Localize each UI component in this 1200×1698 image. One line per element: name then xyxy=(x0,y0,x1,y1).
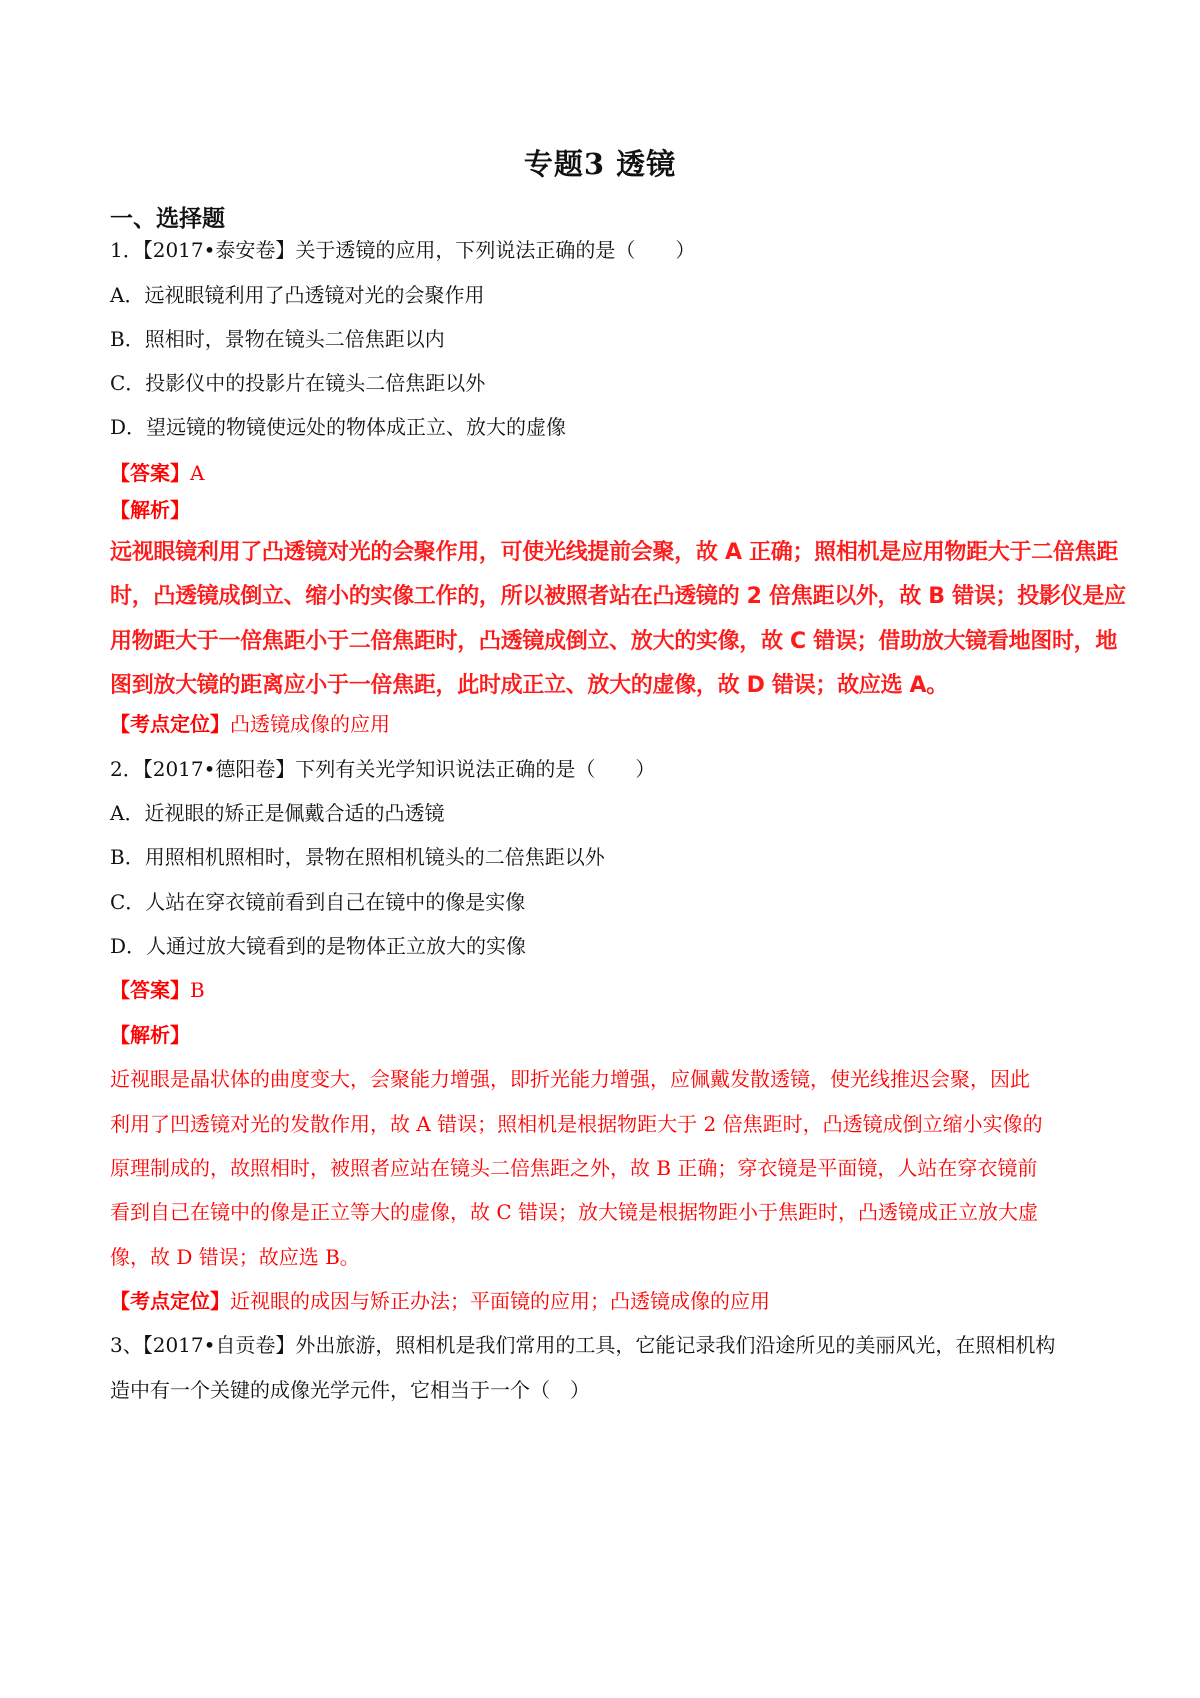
q1-option-a: A．远视眼镜利用了凸透镜对光的会聚作用 xyxy=(110,283,485,307)
q2-keypoint: 近视眼的成因与矫正办法；平面镜的应用；凸透镜成像的应用 xyxy=(230,1289,770,1313)
q2-keypoint-row xyxy=(110,1287,1100,1315)
q1-analysis-line-2: 时，凸透镜成倒立、缩小的实像工作的，所以被照者站在凸透镜的 2 倍焦距以外，故 B 错误；投影仪是应 xyxy=(110,584,1126,609)
q2-option-c: C．人站在穿衣镜前看到自己在镜中的像是实像 xyxy=(110,890,526,914)
q2-analysis-line-1: 近视眼是晶状体的曲度变大，会聚能力增强，即折光能力增强，应佩戴发散透镜，使光线推迟会聚，因此 xyxy=(110,1067,1030,1091)
q3-stem-line-1: 3、【2017•自贡卷】外出旅游，照相机是我们常用的工具，它能记录我们沿途所见的美丽风光，在照相机构 xyxy=(110,1333,1056,1357)
q1-answer-tag: 【答案】 xyxy=(110,461,190,485)
q1-answer-row xyxy=(110,459,1100,487)
q1-analysis-tag: 【解析】 xyxy=(110,498,190,522)
section-heading: 一、选择题 xyxy=(110,205,225,232)
q1-keypoint-row xyxy=(110,710,1100,738)
q2-answer-tag: 【答案】 xyxy=(110,978,190,1002)
q2-answer: B xyxy=(190,978,205,1002)
q2-option-a: A．近视眼的矫正是佩戴合适的凸透镜 xyxy=(110,801,445,825)
q1-keypoint: 凸透镜成像的应用 xyxy=(230,712,390,736)
q2-analysis-line-2: 利用了凹透镜对光的发散作用，故 A 错误；照相机是根据物距大于 2 倍焦距时，凸透镜成倒立缩小实像的 xyxy=(110,1112,1043,1136)
q2-keypoint-tag: 【考点定位】 xyxy=(110,1289,230,1313)
q2-analysis-line-4: 看到自己在镜中的像是正立等大的虚像，故 C 错误；放大镜是根据物距小于焦距时，凸透镜成正立放大虚 xyxy=(110,1200,1039,1224)
q1-analysis-line-3: 用物距大于一倍焦距小于二倍焦距时，凸透镜成倒立、放大的实像，故 C 错误；借助放大镜看地图时，地 xyxy=(110,629,1118,654)
q3-stem-line-2: 造中有一个关键的成像光学元件，它相当于一个（ ） xyxy=(110,1378,590,1402)
q2-option-d: D．人通过放大镜看到的是物体正立放大的实像 xyxy=(110,934,527,958)
q1-answer: A xyxy=(190,461,205,485)
q1-option-d: D．望远镜的物镜使远处的物体成正立、放大的虚像 xyxy=(110,415,567,439)
q2-analysis-tag: 【解析】 xyxy=(110,1023,190,1047)
q2-analysis-line-3: 原理制成的，故照相时，被照者应站在镜头二倍焦距之外，故 B 正确；穿衣镜是平面镜，人站在穿衣镜前 xyxy=(110,1156,1038,1180)
q2-option-b: B．用照相机照相时，景物在照相机镜头的二倍焦距以外 xyxy=(110,845,605,869)
page-title: 专题3 透镜 xyxy=(523,147,677,181)
q2-answer-row xyxy=(110,976,1100,1004)
q1-stem: 1．【2017•泰安卷】关于透镜的应用，下列说法正确的是（ ） xyxy=(110,238,696,262)
q1-option-b: B．照相时，景物在镜头二倍焦距以内 xyxy=(110,327,445,351)
q2-analysis-line-5: 像，故 D 错误；故应选 B。 xyxy=(110,1245,360,1269)
q1-keypoint-tag: 【考点定位】 xyxy=(110,712,230,736)
q1-analysis-line-1: 远视眼镜利用了凸透镜对光的会聚作用，可使光线提前会聚，故 A 正确；照相机是应用物距大于二倍焦距 xyxy=(110,540,1118,565)
q1-option-c: C．投影仪中的投影片在镜头二倍焦距以外 xyxy=(110,371,486,395)
q2-stem: 2．【2017•德阳卷】下列有关光学知识说法正确的是（ ） xyxy=(110,757,656,781)
q1-analysis-line-4: 图到放大镜的距离应小于一倍焦距，此时成正立、放大的虚像，故 D 错误；故应选 A。 xyxy=(110,673,948,698)
